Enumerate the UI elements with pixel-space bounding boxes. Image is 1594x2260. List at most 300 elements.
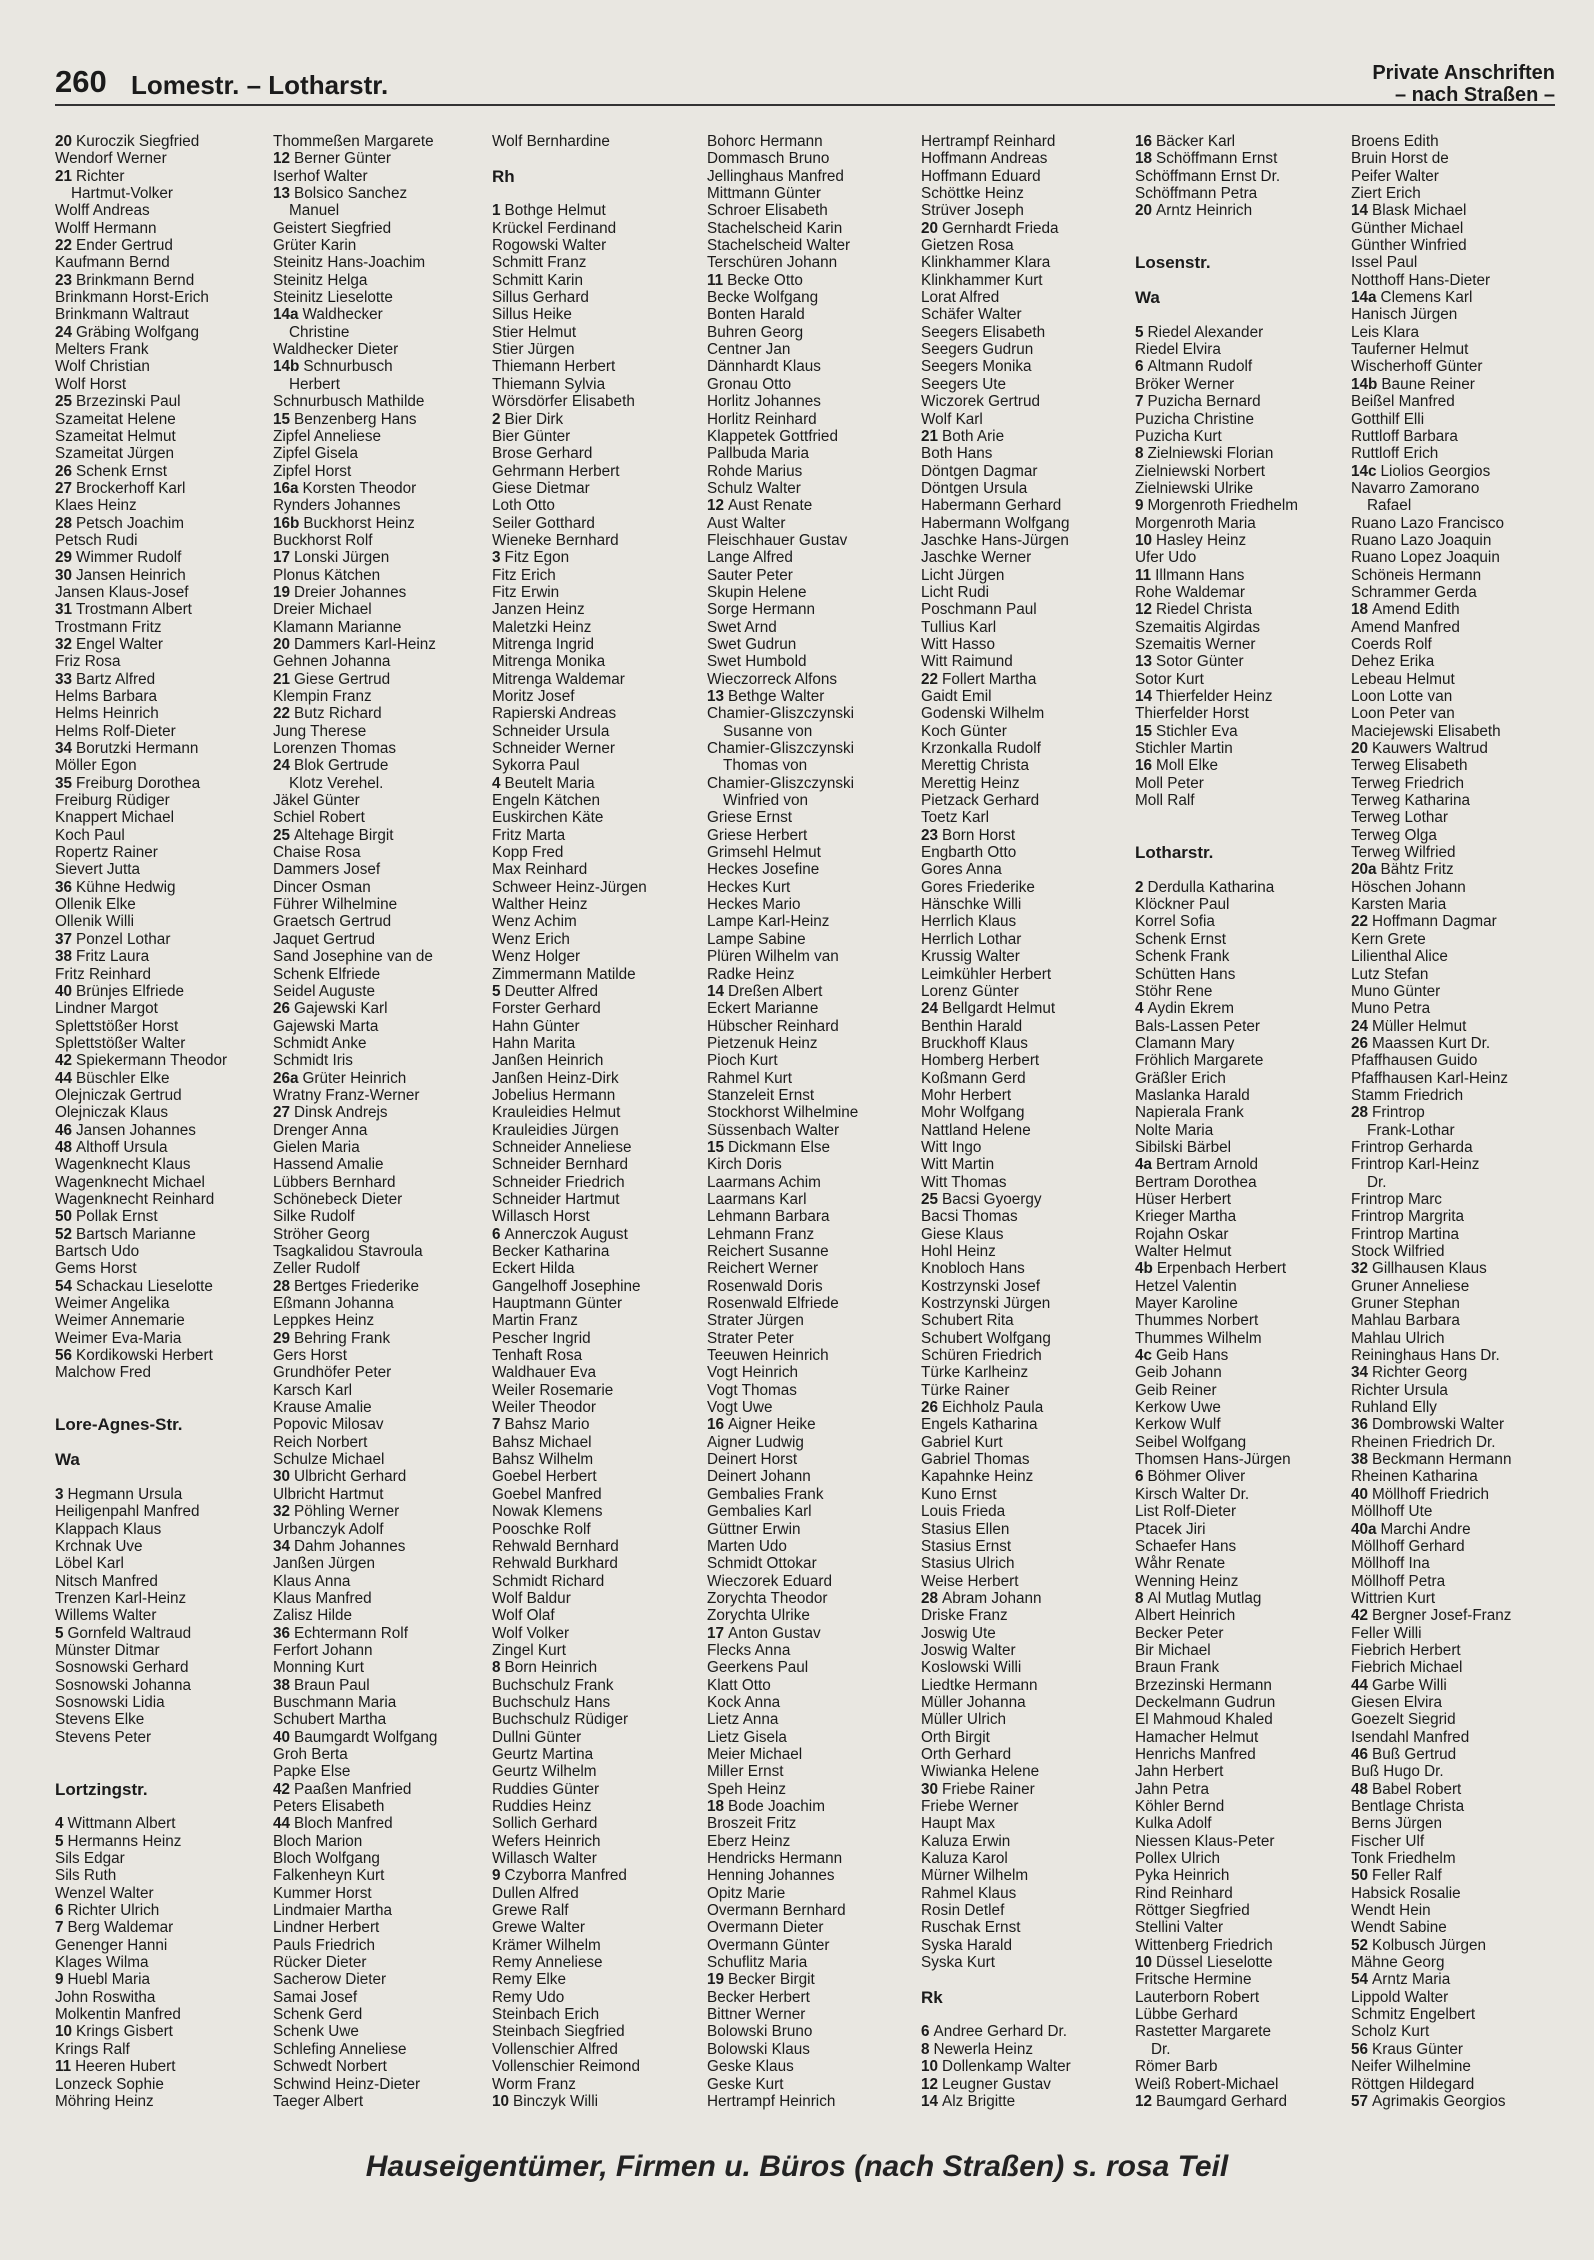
directory-entry	[707, 1347, 917, 1364]
house-number: 6	[55, 1902, 64, 1920]
directory-entry	[273, 497, 483, 514]
resident-name: Bals-Lassen Peter	[1135, 1017, 1260, 1035]
directory-entry	[492, 549, 702, 566]
directory-entry	[921, 601, 1131, 618]
directory-entry	[707, 1573, 917, 1590]
directory-entry	[273, 619, 483, 636]
resident-name: Türke Karlheinz	[921, 1364, 1029, 1382]
house-number: 19	[273, 583, 291, 601]
resident-name: Richter Georg	[1372, 1364, 1468, 1382]
resident-name: Ptacek Jiri	[1135, 1520, 1206, 1538]
house-number: 46	[55, 1121, 73, 1139]
resident-name: Bloch Marion	[273, 1832, 363, 1850]
column-6	[1135, 133, 1345, 2110]
house-number: 31	[55, 601, 73, 619]
column-7	[1351, 133, 1561, 2110]
house-number: 12	[1135, 601, 1153, 619]
resident-name: Navarro Zamorano	[1351, 479, 1480, 497]
directory-entry	[921, 237, 1131, 254]
resident-name: Haupt Max	[921, 1815, 995, 1833]
resident-name: Möhring Heinz	[55, 2092, 154, 2110]
resident-name: Stöhr Rene	[1135, 982, 1213, 1000]
resident-name: Kaufmann Bernd	[55, 254, 170, 272]
directory-columns	[55, 133, 1555, 2133]
house-number: 5	[55, 1624, 64, 1642]
directory-entry	[707, 896, 917, 913]
house-number: 25	[55, 393, 73, 411]
resident-name: Nitsch Manfred	[55, 1572, 158, 1590]
directory-entry	[492, 1156, 702, 1173]
resident-name: Puzicha Christine	[1135, 410, 1255, 428]
resident-name: Notthoff Hans-Dieter	[1351, 271, 1491, 289]
directory-entry	[1351, 549, 1561, 566]
directory-entry	[1351, 1226, 1561, 1243]
resident-name: Tenhaft Rosa	[492, 1347, 583, 1365]
directory-entry	[1351, 480, 1561, 497]
directory-entry	[55, 1867, 265, 1884]
directory-entry	[921, 757, 1131, 774]
directory-entry	[921, 1521, 1131, 1538]
directory-entry	[492, 966, 702, 983]
resident-name: Pfaffhausen Karl-Heinz	[1351, 1069, 1509, 1087]
resident-name: Klappetek Gottfried	[707, 427, 838, 445]
resident-name: Berg Waldemar	[67, 1919, 174, 1937]
house-number: 24	[1351, 1017, 1369, 1035]
directory-entry	[1135, 1208, 1345, 1225]
directory-entry	[492, 913, 702, 930]
resident-name: Schmitt Karin	[492, 271, 583, 289]
directory-entry	[492, 463, 702, 480]
directory-entry	[1135, 636, 1345, 653]
directory-entry	[1351, 497, 1561, 514]
resident-name: Terweg Elisabeth	[1351, 757, 1468, 775]
resident-name: Gillhausen Klaus	[1372, 1260, 1487, 1278]
house-number: 54	[55, 1277, 73, 1295]
directory-entry	[1351, 705, 1561, 722]
resident-name: Molkentin Manfred	[55, 2006, 181, 2024]
directory-entry	[1351, 1833, 1561, 1850]
directory-entry	[707, 1382, 917, 1399]
resident-name: Möllhoff Petra	[1351, 1572, 1446, 1590]
resident-name: Koslowski Willi	[921, 1659, 1022, 1677]
resident-name: Schöffmann Petra	[1135, 185, 1258, 203]
directory-entry	[492, 1104, 702, 1121]
directory-entry	[273, 1590, 483, 1607]
resident-name: Swet Arnd	[707, 618, 777, 636]
directory-entry	[707, 1659, 917, 1676]
directory-entry	[492, 601, 702, 618]
house-number: 20	[273, 635, 291, 653]
house-number: 24	[55, 323, 73, 341]
resident-name: Terschüren Johann	[707, 254, 838, 272]
resident-name: Marchi Andre	[1380, 1520, 1471, 1538]
directory-entry	[707, 445, 917, 462]
house-number: 36	[55, 878, 73, 896]
directory-entry	[1135, 2076, 1345, 2093]
directory-entry	[55, 358, 265, 375]
directory-entry	[273, 1226, 483, 1243]
directory-entry	[707, 1937, 917, 1954]
resident-name: Leimkühler Herbert	[921, 965, 1052, 983]
resident-name: Ruano Lazo Joaquin	[1351, 531, 1492, 549]
resident-name: Grimsehl Helmut	[707, 844, 821, 862]
resident-name: Dommasch Bruno	[707, 150, 830, 168]
house-number: 11	[55, 2058, 72, 2076]
resident-name: Rosin Detlef	[921, 1902, 1005, 1920]
directory-entry	[1135, 879, 1345, 896]
resident-name: Joswig Ute	[921, 1624, 996, 1642]
resident-name: Bacsi Thomas	[921, 1208, 1018, 1226]
resident-name: Griese Herbert	[707, 826, 808, 844]
resident-name: Schuflitz Maria	[707, 1954, 808, 1972]
directory-entry	[55, 619, 265, 636]
resident-name: Miller Ernst	[707, 1763, 784, 1781]
resident-name: Aydin Ekrem	[1147, 1000, 1234, 1018]
resident-name: Joswig Walter	[921, 1641, 1016, 1659]
directory-entry	[1351, 1451, 1561, 1468]
directory-entry	[1135, 1295, 1345, 1312]
directory-entry	[1351, 532, 1561, 549]
directory-entry	[1135, 1243, 1345, 1260]
resident-name: Lonski Jürgen	[294, 549, 390, 567]
directory-entry	[1135, 913, 1345, 930]
resident-name: Hänschke Willi	[921, 896, 1022, 914]
directory-entry	[921, 896, 1131, 913]
directory-entry	[1135, 1156, 1345, 1173]
resident-name: Moll Peter	[1135, 774, 1204, 792]
resident-name: Fritsche Hermine	[1135, 1971, 1252, 1989]
resident-name: Hermanns Heinz	[67, 1832, 182, 1850]
directory-entry	[273, 636, 483, 653]
directory-entry	[1135, 1590, 1345, 1607]
house-number: 15	[707, 1138, 725, 1156]
directory-entry	[707, 1018, 917, 1035]
resident-name: Terweg Wilfried	[1351, 844, 1456, 862]
resident-name: Janßen Heinrich	[492, 1052, 604, 1070]
directory-entry	[1135, 1416, 1345, 1433]
resident-name: Zipfel Anneliese	[273, 427, 381, 445]
resident-name: Niessen Klaus-Peter	[1135, 1832, 1275, 1850]
resident-name: Stockhorst Wilhelmine	[707, 1104, 859, 1122]
house-number: 42	[1351, 1607, 1369, 1625]
directory-entry	[921, 827, 1131, 844]
resident-name: Weimer Angelika	[55, 1295, 170, 1313]
directory-entry	[921, 2023, 1131, 2040]
directory-entry	[921, 948, 1131, 965]
house-number: 30	[921, 1780, 939, 1798]
directory-entry	[1351, 1434, 1561, 1451]
house-number: 56	[1351, 2040, 1369, 2058]
resident-name: Laarmans Achim	[707, 1173, 821, 1191]
resident-name: Newerla Heinz	[933, 2040, 1033, 2058]
resident-name: Amend Edith	[1372, 601, 1460, 619]
resident-name: Strater Jürgen	[707, 1312, 804, 1330]
resident-name: Falkenheyn Kurt	[273, 1867, 385, 1885]
directory-entry	[492, 1729, 702, 1746]
resident-name: Goebel Herbert	[492, 1468, 597, 1486]
house-number: 15	[273, 410, 291, 428]
resident-name: Walther Heinz	[492, 896, 588, 914]
house-number: 37	[55, 930, 73, 948]
street-heading: Losenstr.	[1135, 253, 1211, 273]
directory-entry	[1135, 1364, 1345, 1381]
resident-name: Pollak Ernst	[76, 1208, 158, 1226]
directory-entry	[273, 150, 483, 167]
resident-name: Zimmermann Matilde	[492, 965, 636, 983]
directory-entry	[921, 1659, 1131, 1676]
directory-entry	[1351, 1677, 1561, 1694]
directory-entry	[707, 1677, 917, 1694]
directory-entry	[273, 1989, 483, 2006]
resident-name: Eberz Heinz	[707, 1832, 791, 1850]
house-number: 28	[921, 1589, 939, 1607]
resident-name: Ropertz Rainer	[55, 844, 158, 862]
house-number: 19	[707, 1971, 725, 1989]
resident-name: Lorenz Günter	[921, 982, 1019, 1000]
resident-name: Loon Peter van	[1351, 705, 1455, 723]
resident-name: Mittmann Günter	[707, 185, 821, 203]
directory-entry	[1135, 1070, 1345, 1087]
house-number: 16	[1135, 133, 1153, 150]
directory-entry	[1135, 827, 1345, 844]
directory-entry	[1351, 896, 1561, 913]
resident-name: Gornfeld Waltraud	[67, 1624, 192, 1642]
resident-name: Aigner Heike	[728, 1416, 816, 1434]
resident-name: Kummer Horst	[273, 1884, 372, 1902]
directory-entry	[55, 1555, 265, 1572]
directory-entry	[1135, 237, 1345, 254]
resident-name: Silke Rudolf	[273, 1208, 355, 1226]
resident-name: Witt Martin	[921, 1156, 995, 1174]
directory-entry	[707, 428, 917, 445]
resident-name: Lindmaier Martha	[273, 1902, 393, 1920]
house-number: 16a	[273, 479, 299, 497]
resident-name: Hertrampf Heinrich	[707, 2092, 836, 2110]
resident-name: Dahm Johannes	[294, 1537, 406, 1555]
resident-name: Nolte Maria	[1135, 1121, 1214, 1139]
directory-entry	[707, 705, 917, 722]
directory-entry	[1351, 515, 1561, 532]
directory-entry	[921, 705, 1131, 722]
resident-name: Herbert	[289, 375, 341, 393]
directory-entry	[55, 2006, 265, 2023]
directory-entry	[921, 723, 1131, 740]
resident-name: Chamier-Gliszczynski	[707, 740, 855, 758]
resident-name: Herrlich Lothar	[921, 930, 1022, 948]
resident-name: Bittner Werner	[707, 2006, 806, 2024]
resident-name: Aigner Ludwig	[707, 1433, 804, 1451]
resident-name: Samai Josef	[273, 1988, 358, 2006]
directory-entry	[273, 1208, 483, 1225]
directory-entry	[273, 913, 483, 930]
directory-entry	[921, 1191, 1131, 1208]
house-number: 26a	[273, 1069, 299, 1087]
resident-name: Thierfelder Horst	[1135, 705, 1249, 723]
directory-entry	[55, 428, 265, 445]
directory-entry	[921, 844, 1131, 861]
directory-entry	[921, 376, 1131, 393]
resident-name: Schmitz Engelbert	[1351, 2006, 1476, 2024]
resident-name: Klamann Marianne	[273, 618, 402, 636]
resident-name: Wenz Achim	[492, 913, 577, 931]
directory-entry	[707, 1729, 917, 1746]
directory-entry	[707, 254, 917, 271]
directory-entry	[55, 913, 265, 930]
directory-entry	[921, 1625, 1131, 1642]
directory-entry	[707, 1971, 917, 1988]
resident-name: Abram Johann	[942, 1589, 1042, 1607]
resident-name: Möllhoff Gerhard	[1351, 1537, 1465, 1555]
directory-entry	[55, 1087, 265, 1104]
directory-entry	[273, 428, 483, 445]
directory-entry	[1135, 983, 1345, 1000]
directory-entry	[707, 1364, 917, 1381]
directory-entry	[492, 1763, 702, 1780]
directory-entry	[707, 1052, 917, 1069]
directory-entry	[1135, 1052, 1345, 1069]
directory-entry	[273, 861, 483, 878]
directory-entry	[707, 966, 917, 983]
resident-name: Wolf Horst	[55, 375, 127, 393]
house-number: 14a	[273, 306, 299, 324]
directory-entry	[492, 2006, 702, 2023]
resident-name: Seegers Monika	[921, 358, 1032, 376]
directory-entry	[921, 324, 1131, 341]
directory-entry	[492, 497, 702, 514]
directory-entry	[921, 1260, 1131, 1277]
resident-name: Geib Reiner	[1135, 1381, 1217, 1399]
directory-entry	[273, 1937, 483, 1954]
directory-entry	[492, 1781, 702, 1798]
column-2	[273, 133, 483, 2110]
directory-entry	[1135, 1902, 1345, 1919]
resident-name: Krings Gisbert	[76, 2023, 173, 2041]
directory-entry	[1135, 2058, 1345, 2075]
resident-name: Engel Walter	[76, 635, 164, 653]
house-number: 40	[55, 982, 73, 1000]
directory-entry	[921, 2093, 1131, 2110]
resident-name: Gernhardt Frieda	[942, 219, 1059, 237]
resident-name: Sorge Hermann	[707, 601, 815, 619]
directory-entry	[707, 133, 917, 150]
house-number: 18	[1351, 601, 1369, 619]
resident-name: Waldhecker Dieter	[273, 341, 399, 359]
directory-entry	[273, 983, 483, 1000]
house-number: 54	[1351, 1971, 1369, 1989]
directory-entry	[55, 1729, 265, 1746]
directory-entry	[921, 428, 1131, 445]
directory-entry	[55, 931, 265, 948]
resident-name: Wratny Franz-Werner	[273, 1086, 420, 1104]
resident-name: Pöhling Werner	[294, 1503, 400, 1521]
directory-entry	[707, 1989, 917, 2006]
directory-entry	[273, 2058, 483, 2075]
resident-name: Lindner Margot	[55, 1000, 158, 1018]
directory-entry	[1351, 1503, 1561, 1520]
directory-entry	[1135, 376, 1345, 393]
directory-entry	[707, 1625, 917, 1642]
directory-entry	[55, 445, 265, 462]
house-number: 21	[273, 670, 291, 688]
directory-entry	[492, 341, 702, 358]
directory-entry	[921, 809, 1131, 826]
resident-name: Bir Michael	[1135, 1641, 1211, 1659]
resident-name: Klempin Franz	[273, 688, 372, 705]
resident-name: Zalisz Hilde	[273, 1607, 353, 1625]
resident-name: Höschen Johann	[1351, 878, 1466, 896]
directory-entry	[921, 445, 1131, 462]
directory-entry	[273, 1729, 483, 1746]
resident-name: Terweg Olga	[1351, 826, 1437, 844]
resident-name: Papke Else	[273, 1763, 351, 1781]
directory-entry	[273, 1885, 483, 1902]
directory-entry	[707, 220, 917, 237]
directory-entry	[273, 1330, 483, 1347]
directory-entry	[492, 480, 702, 497]
directory-entry	[707, 1434, 917, 1451]
resident-name: Weiler Theodor	[492, 1399, 597, 1417]
resident-name: Gräbing Wolfgang	[76, 323, 200, 341]
directory-entry	[55, 827, 265, 844]
resident-name: Althoff Ursula	[76, 1138, 168, 1156]
resident-name: Frintrop Margrita	[1351, 1208, 1465, 1226]
resident-name: Bohorc Hermann	[707, 133, 823, 150]
directory-entry	[707, 723, 917, 740]
resident-name: Ponzel Lothar	[76, 930, 171, 948]
resident-name: Schneider Hartmut	[492, 1190, 620, 1208]
directory-entry	[55, 202, 265, 219]
directory-entry	[921, 1763, 1131, 1780]
resident-name: Hasley Heinz	[1156, 531, 1247, 549]
resident-name: Geerkens Paul	[707, 1659, 809, 1677]
resident-name: Witt Raimund	[921, 653, 1013, 671]
resident-name: Giese Klaus	[921, 1225, 1004, 1243]
resident-name: Schulze Michael	[273, 1451, 385, 1469]
resident-name: Gehrmann Herbert	[492, 462, 620, 480]
resident-name: Döntgen Ursula	[921, 479, 1028, 497]
directory-entry	[273, 133, 483, 150]
resident-name: Kostrzynski Josef	[921, 1277, 1041, 1295]
directory-entry	[55, 1833, 265, 1850]
directory-entry	[921, 220, 1131, 237]
directory-entry	[921, 549, 1131, 566]
resident-name: Schenk Gerd	[273, 2006, 363, 2024]
resident-name: Schüren Friedrich	[921, 1347, 1042, 1365]
house-number: 29	[55, 549, 73, 567]
resident-name: Babel Robert	[1372, 1780, 1462, 1798]
resident-name: Opitz Marie	[707, 1884, 786, 1902]
resident-name: Rahmel Kurt	[707, 1069, 793, 1087]
directory-entry	[1135, 1382, 1345, 1399]
resident-name: Maciejewski Elisabeth	[1351, 722, 1501, 740]
house-number: 48	[1351, 1780, 1369, 1798]
directory-entry	[921, 1694, 1131, 1711]
directory-entry	[1135, 931, 1345, 948]
directory-entry	[1135, 757, 1345, 774]
resident-name: Braun Paul	[294, 1676, 370, 1694]
resident-name: Kraus Günter	[1372, 2040, 1463, 2058]
directory-entry	[55, 1798, 265, 1815]
resident-name: Thomas von	[723, 757, 808, 775]
resident-name: Maletzki Heinz	[492, 618, 592, 636]
directory-entry	[1135, 2006, 1345, 2023]
directory-entry	[1351, 1330, 1561, 1347]
resident-name: Düssel Lieselotte	[1156, 1954, 1273, 1972]
directory-entry	[921, 1867, 1131, 1884]
resident-name: Fritz Laura	[76, 948, 150, 966]
house-number: 14a	[1351, 289, 1377, 307]
resident-name: Kordikowski Herbert	[76, 1347, 213, 1365]
